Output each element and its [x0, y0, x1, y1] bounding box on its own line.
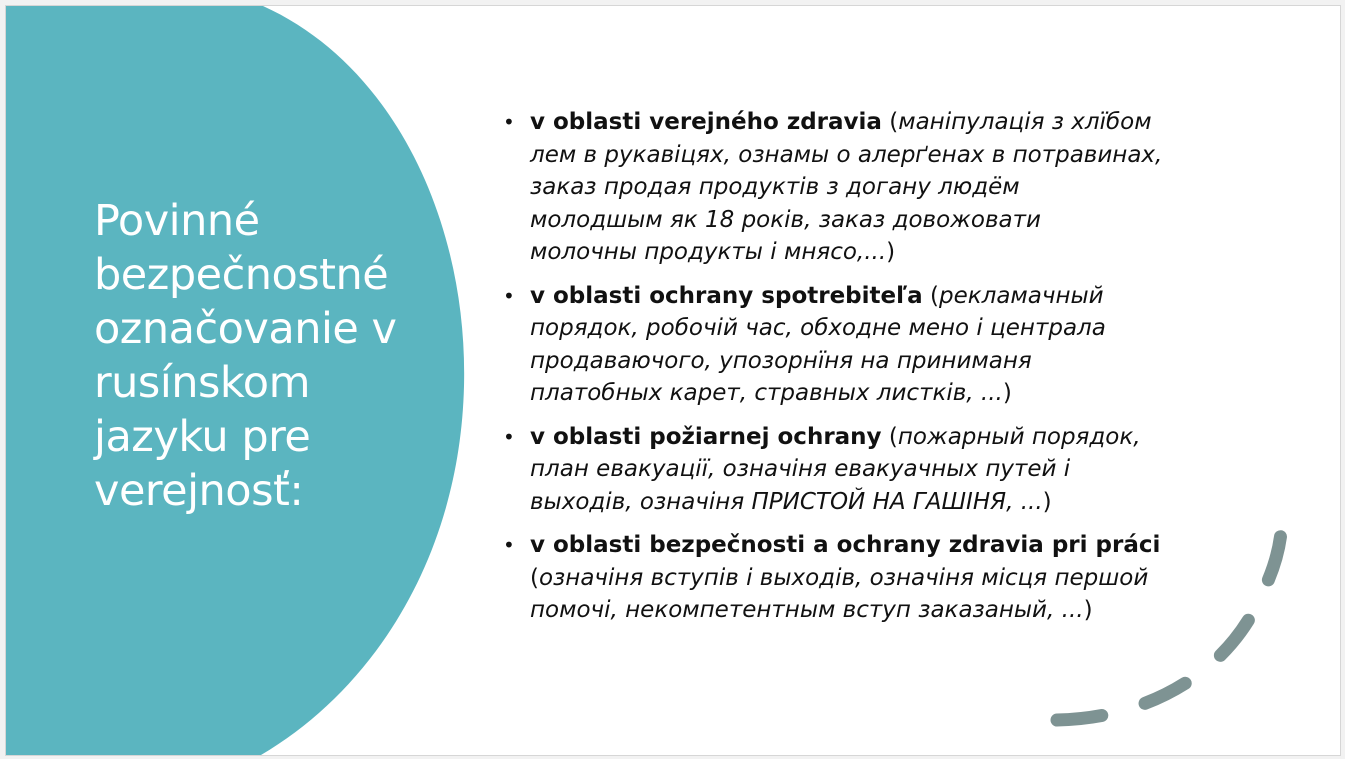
title-line: verejnosť:: [94, 466, 304, 516]
bullet-item-fire-protection: [503, 421, 1248, 519]
title-line: bezpečnostné: [94, 250, 389, 300]
title-line: Povinné: [94, 196, 260, 246]
bullet-detail: помочі, некомпетентным вступ заказаный, ...: [530, 597, 1084, 623]
bullet-line: [530, 486, 1248, 519]
title-line: jazyku pre: [94, 412, 311, 462]
bullet-line: [530, 377, 1248, 410]
bullet-detail: выходів, означіня ПРИСТОЙ НА ГАШІНЯ, ...: [530, 488, 1043, 515]
bullet-content: [503, 106, 1248, 638]
bullet-heading: v oblasti ochrany spotrebiteľa: [530, 282, 923, 309]
paren-close: ): [886, 239, 896, 265]
paren-open: (: [881, 109, 899, 135]
bullet-heading: v oblasti verejného zdravia: [530, 109, 882, 135]
bullet-line: [530, 280, 1248, 313]
bullet-detail: пожарный порядок,: [897, 423, 1141, 450]
title-line: označovanie v: [94, 304, 397, 354]
bullet-detail: порядок, робочій час, обходне мено і централа: [530, 315, 1106, 341]
bullet-detail: заказ продая продуктів з доганy людём: [530, 174, 1020, 200]
bullet-line: [530, 236, 1248, 269]
bullet-detail: означіня вступів і выходів, означіня місця першой: [538, 564, 1149, 591]
bullet-detail: продаваючого, упозорнїня на приниманя: [530, 347, 1032, 374]
bullet-item-occupational-safety: [503, 529, 1248, 627]
title-line: rusínskom: [94, 358, 311, 408]
slide-title: [94, 194, 444, 518]
bullet-marker: •: [503, 283, 515, 308]
bullet-marker: •: [503, 110, 515, 134]
paren-open: (: [530, 564, 539, 591]
bullet-line: [530, 421, 1248, 454]
bullet-detail: лем в рукавіцях, ознамы о алерґенах в потравинах,: [530, 141, 1163, 168]
bullet-list: [503, 106, 1248, 627]
bullet-detail: план евакуації, означіня евакуачных путей і: [530, 456, 1071, 482]
bullet-marker: •: [503, 424, 515, 449]
bullet-detail: молодшым як 18 років, заказ довожовати: [530, 206, 1041, 233]
bullet-item-public-health: [503, 106, 1248, 269]
bullet-item-consumer-protection: [503, 280, 1248, 410]
paren-close: ): [1042, 488, 1052, 515]
slide: [5, 5, 1341, 756]
bullet-detail: маніпулація з хлїбом: [898, 109, 1152, 135]
paren-close: ): [1002, 380, 1012, 406]
paren-close: ): [1083, 597, 1093, 623]
bullet-detail: рекламачный: [938, 282, 1104, 309]
bullet-heading: v oblasti bezpečnosti a ochrany zdravia pri práci: [530, 532, 1161, 558]
bullet-detail: платобных карет, стравных листків, ...: [530, 380, 1003, 406]
bullet-heading: v oblasti požiarnej ochrany: [530, 423, 882, 450]
bullet-detail: молочны продукты і мнясо,...: [530, 239, 887, 265]
bullet-line: [530, 562, 1248, 595]
bullet-line: [530, 106, 1248, 139]
bullet-marker: •: [503, 533, 515, 557]
bullet-line: [530, 594, 1248, 627]
paren-open: (: [922, 282, 939, 309]
paren-open: (: [881, 423, 898, 450]
